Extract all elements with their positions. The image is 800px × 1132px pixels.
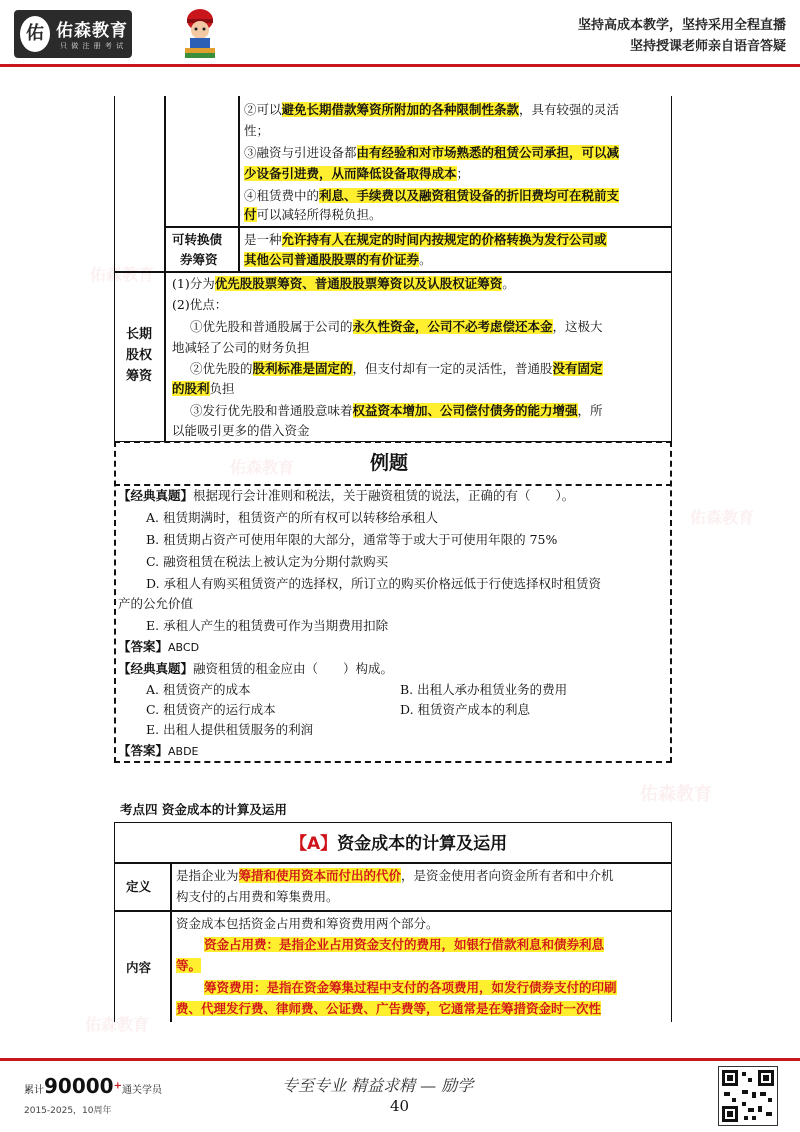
equity-advantage-1-cont: 地减轻了公司的财务负担 [172,340,310,355]
watermark: 佑森教育 [90,265,155,284]
qr-code-icon [718,1066,778,1126]
equity-advantage-1: ①优先股和普通股属于公司的永久性资金，公司不必考虑偿还本金，这极大 [190,319,603,334]
question-1: 【经典真题】根据现行会计准则和税法，关于融资租赁的说法，正确的有（ ）。 [118,488,575,503]
convertible-desc-cont: 其他公司普通股股票的有价证券。 [244,252,432,267]
content-financing-fee-cont: 费、代理发行费、律师费、公证费、广告费等，它通常是在筹措资金时一次性 [176,1001,602,1016]
q2-answer: 【答案】ABDE [118,743,199,758]
equity-advantages-heading: (2)优点： [172,297,228,312]
q1-option-d-cont: 产的公允价值 [118,596,194,611]
mascot-icon [175,6,225,62]
watermark: 佑森教育 [640,784,712,805]
content-occupancy-fee-cont: 等。 [176,958,202,973]
q1-option-a: A. 租赁期满时，租赁资产的所有权可以转移给承租人 [146,510,438,525]
equity-advantage-2-cont: 的股利负担 [172,381,235,396]
lease-advantage-2-cont: 性； [244,123,270,138]
slogan-line-2: 坚持授课老师亲自语音答疑 [629,39,786,54]
slogan-line-1: 坚持高成本教学，坚持采用全程直播 [577,18,786,33]
equity-advantage-3: ③发行优先股和普通股意味着权益资本增加、公司偿付债务的能力增强，所 [190,403,603,418]
table-col-divider [170,862,172,1022]
q2-option-c: C. 租赁资产的运行成本 [146,702,276,717]
brand-logo [14,10,132,58]
table-row-divider [114,910,672,912]
table-col-divider [238,96,240,272]
q1-option-d: D. 承租人有购买租赁资产的选择权，所订立的购买价格远低于行使选择权时租赁资 [146,576,602,591]
section-heading: 考点四 资金成本的计算及运用 [120,802,287,817]
logo-text: 佑森教育 [56,21,128,41]
lease-advantage-4-cont: 付可以减轻所得税负担。 [244,207,382,222]
anniversary-text: 2015-2025，10周年 [24,1106,112,1116]
equity-types: (1)分为优先股股票筹资、普通股股票筹资以及认股权证筹资。 [172,276,515,291]
lease-advantage-3: ③融资与引进设备都由有经验和对市场熟悉的租赁公司承担，可以减 [244,145,620,160]
logo-mark-icon: 佑 [20,16,50,52]
watermark: 佑森教育 [230,458,295,477]
table-row-divider [164,226,672,228]
lease-advantage-2: ②可以避免长期借款筹资所附加的各种限制性条款，具有较强的灵活 [244,102,620,117]
content-intro: 资金成本包括资金占用费和筹资费用两个部分。 [176,916,439,931]
q1-answer: 【答案】ABCD [118,639,200,654]
example-title: 例题 [370,452,409,474]
equity-label-3: 筹资 [126,369,153,384]
content-label: 内容 [126,960,152,975]
q2-option-e: E. 出租人提供租赁服务的利润 [146,722,314,737]
equity-advantage-3-cont: 以能吸引更多的借入资金 [172,423,310,438]
definition-label: 定义 [126,879,152,894]
watermark: 佑森教育 [85,1015,150,1034]
student-count: 累计90000+通关学员 [24,1074,162,1098]
content-financing-fee: 筹资费用：是指在资金筹集过程中支付的各项费用，如发行债券支付的印刷 [204,980,617,995]
header-divider [0,64,800,67]
equity-label: 长期 [126,327,153,342]
convertible-desc: 是一种允许持有人在规定的时间内按规定的价格转换为发行公司或 [244,232,607,247]
footer-divider [0,1058,800,1061]
table-row-divider [114,862,672,864]
equity-advantage-2: ②优先股的股利标准是固定的，但支付却有一定的灵活性，普通股没有固定 [190,361,603,376]
lease-advantage-3-cont: 少设备引进费，从而降低设备取得成本； [244,166,470,181]
definition-text: 是指企业为筹措和使用资本而付出的代价，是资金使用者向资金所有者和中介机 [176,868,614,883]
question-2: 【经典真题】融资租赁的租金应由（ ）构成。 [118,661,394,676]
footer-motto: 专至专业 精益求精 — 励学 [282,1076,474,1095]
logo-subtext: 只 做 注 册 考 试 [60,42,125,50]
table-tag: 【A】 [290,834,338,854]
q2-option-a: A. 租赁资产的成本 [146,682,251,697]
q1-option-c: C. 融资租赁在税法上被认定为分期付款购买 [146,554,389,569]
q1-option-b: B. 租赁期占资产可使用年限的大部分，通常等于或大于可使用年限的 75% [146,532,558,547]
definition-text-cont: 构支付的占用费和筹集费用。 [176,889,339,904]
page-header [0,0,800,64]
table-row-divider [114,271,672,273]
lease-advantage-4: ④租赁费中的利息、手续费以及融资租赁设备的折旧费均可在税前支 [244,188,620,203]
watermark: 佑森教育 [690,508,755,527]
equity-label-2: 股权 [126,348,153,363]
q1-option-e: E. 承租人产生的租赁费可作为当期费用扣除 [146,618,389,633]
q2-option-b: B. 出租人承办租赁业务的费用 [400,682,568,697]
content-occupancy-fee: 资金占用费：是指企业占用资金支付的费用，如银行借款利息和债券利息 [204,937,605,952]
table-title: 【A】资金成本的计算及运用 [290,834,508,854]
convertible-label: 可转换债 [172,232,223,247]
convertible-label-cont: 券筹资 [180,252,218,267]
page-number: 40 [390,1097,410,1115]
q2-option-d: D. 租赁资产成本的利息 [400,702,531,717]
table-col-divider [164,96,166,442]
